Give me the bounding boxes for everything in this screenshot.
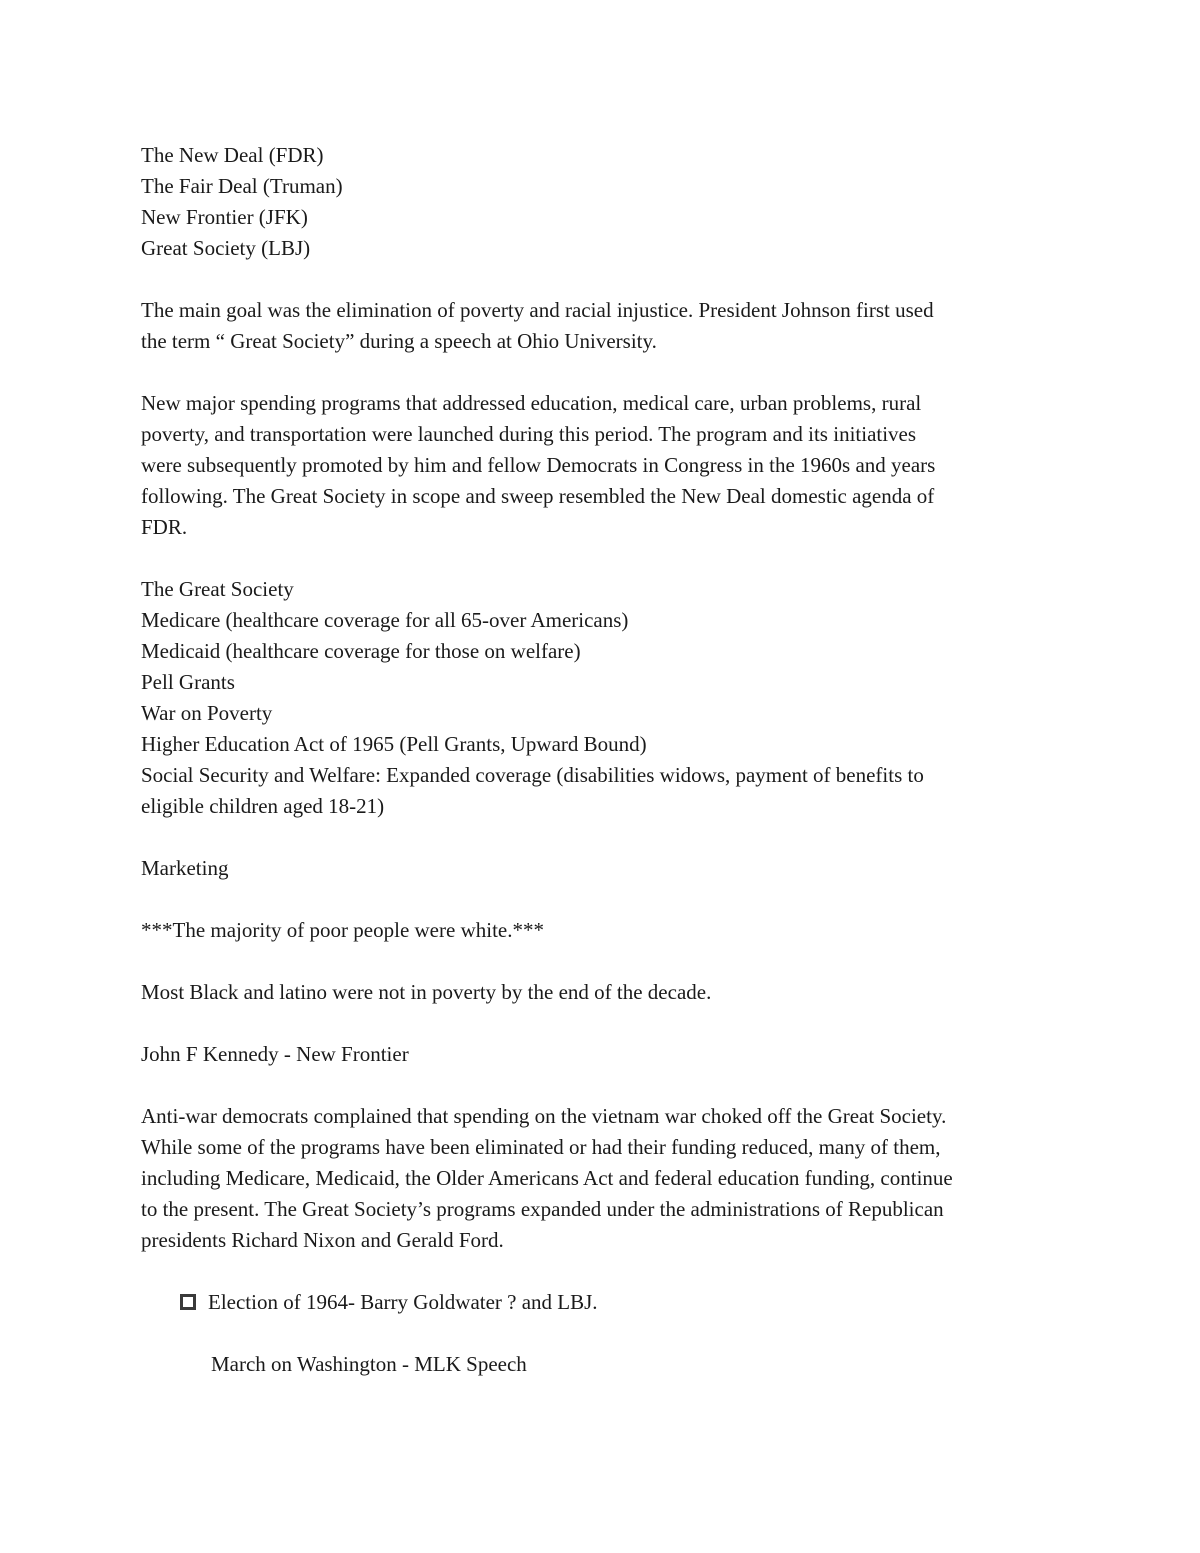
- list-item: Higher Education Act of 1965 (Pell Grants, Upward Bound): [141, 732, 647, 756]
- paragraph-line: Anti-war democrats complained that spending on the vietnam war choked off the Great Society.: [141, 1104, 947, 1128]
- deal-item: New Frontier (JFK): [141, 205, 308, 229]
- paragraph-line: the term “ Great Society” during a speech at Ohio University.: [141, 329, 657, 353]
- election-text: Election of 1964- Barry Goldwater ? and LBJ.: [208, 1290, 598, 1314]
- majority-note: [141, 915, 1061, 946]
- paragraph-line: presidents Richard Nixon and Gerald Ford.: [141, 1228, 504, 1252]
- list-item: Pell Grants: [141, 670, 235, 694]
- list-item: The Great Society: [141, 577, 294, 601]
- paragraph-line: were subsequently promoted by him and fellow Democrats in Congress in the 1960s and years: [141, 453, 936, 477]
- jfk-text: John F Kennedy - New Frontier: [141, 1042, 409, 1066]
- paragraph-line: following. The Great Society in scope and sweep resembled the New Deal domestic agenda of: [141, 484, 935, 508]
- black-latino-text: Most Black and latino were not in poverty by the end of the decade.: [141, 980, 712, 1004]
- checkbox-list: [180, 1287, 1061, 1318]
- deal-item: Great Society (LBJ): [141, 236, 311, 260]
- list-item: Social Security and Welfare: Expanded coverage (disabilities widows, payment of benefits to: [141, 763, 924, 787]
- list-item: eligible children aged 18-21): [141, 794, 385, 818]
- marketing-heading: [141, 853, 1061, 884]
- anti-war-paragraph: [141, 1101, 1061, 1256]
- list-item: Medicare (healthcare coverage for all 65-over Americans): [141, 608, 629, 632]
- deal-item: The Fair Deal (Truman): [141, 174, 343, 198]
- paragraph-line: to the present. The Great Society’s programs expanded under the administrations of Republican: [141, 1197, 944, 1221]
- paragraph-line: including Medicare, Medicaid, the Older Americans Act and federal education funding, continue: [141, 1166, 953, 1190]
- majority-note-text: ***The majority of poor people were white.***: [141, 918, 544, 942]
- paragraph-line: FDR.: [141, 515, 188, 539]
- march-note: [211, 1349, 1061, 1380]
- marketing-text: Marketing: [141, 856, 229, 880]
- document-body: [141, 140, 1061, 1380]
- checkbox-icon: [180, 1294, 196, 1310]
- jfk-note: [141, 1039, 1061, 1070]
- paragraph-line: While some of the programs have been eliminated or had their funding reduced, many of them,: [141, 1135, 941, 1159]
- march-text: March on Washington - MLK Speech: [211, 1352, 527, 1376]
- deals-list: [141, 140, 1061, 264]
- list-item: War on Poverty: [141, 701, 273, 725]
- main-goal-paragraph: [141, 295, 1061, 357]
- black-latino-note: [141, 977, 1061, 1008]
- list-item: Medicaid (healthcare coverage for those on welfare): [141, 639, 581, 663]
- spending-programs-paragraph: [141, 388, 1061, 543]
- great-society-list: [141, 574, 1061, 822]
- paragraph-line: The main goal was the elimination of poverty and racial injustice. President Johnson first used: [141, 298, 934, 322]
- paragraph-line: poverty, and transportation were launched during this period. The program and its initiatives: [141, 422, 917, 446]
- election-item: [180, 1287, 1061, 1318]
- deal-item: The New Deal (FDR): [141, 143, 324, 167]
- paragraph-line: New major spending programs that addressed education, medical care, urban problems, rural: [141, 391, 922, 415]
